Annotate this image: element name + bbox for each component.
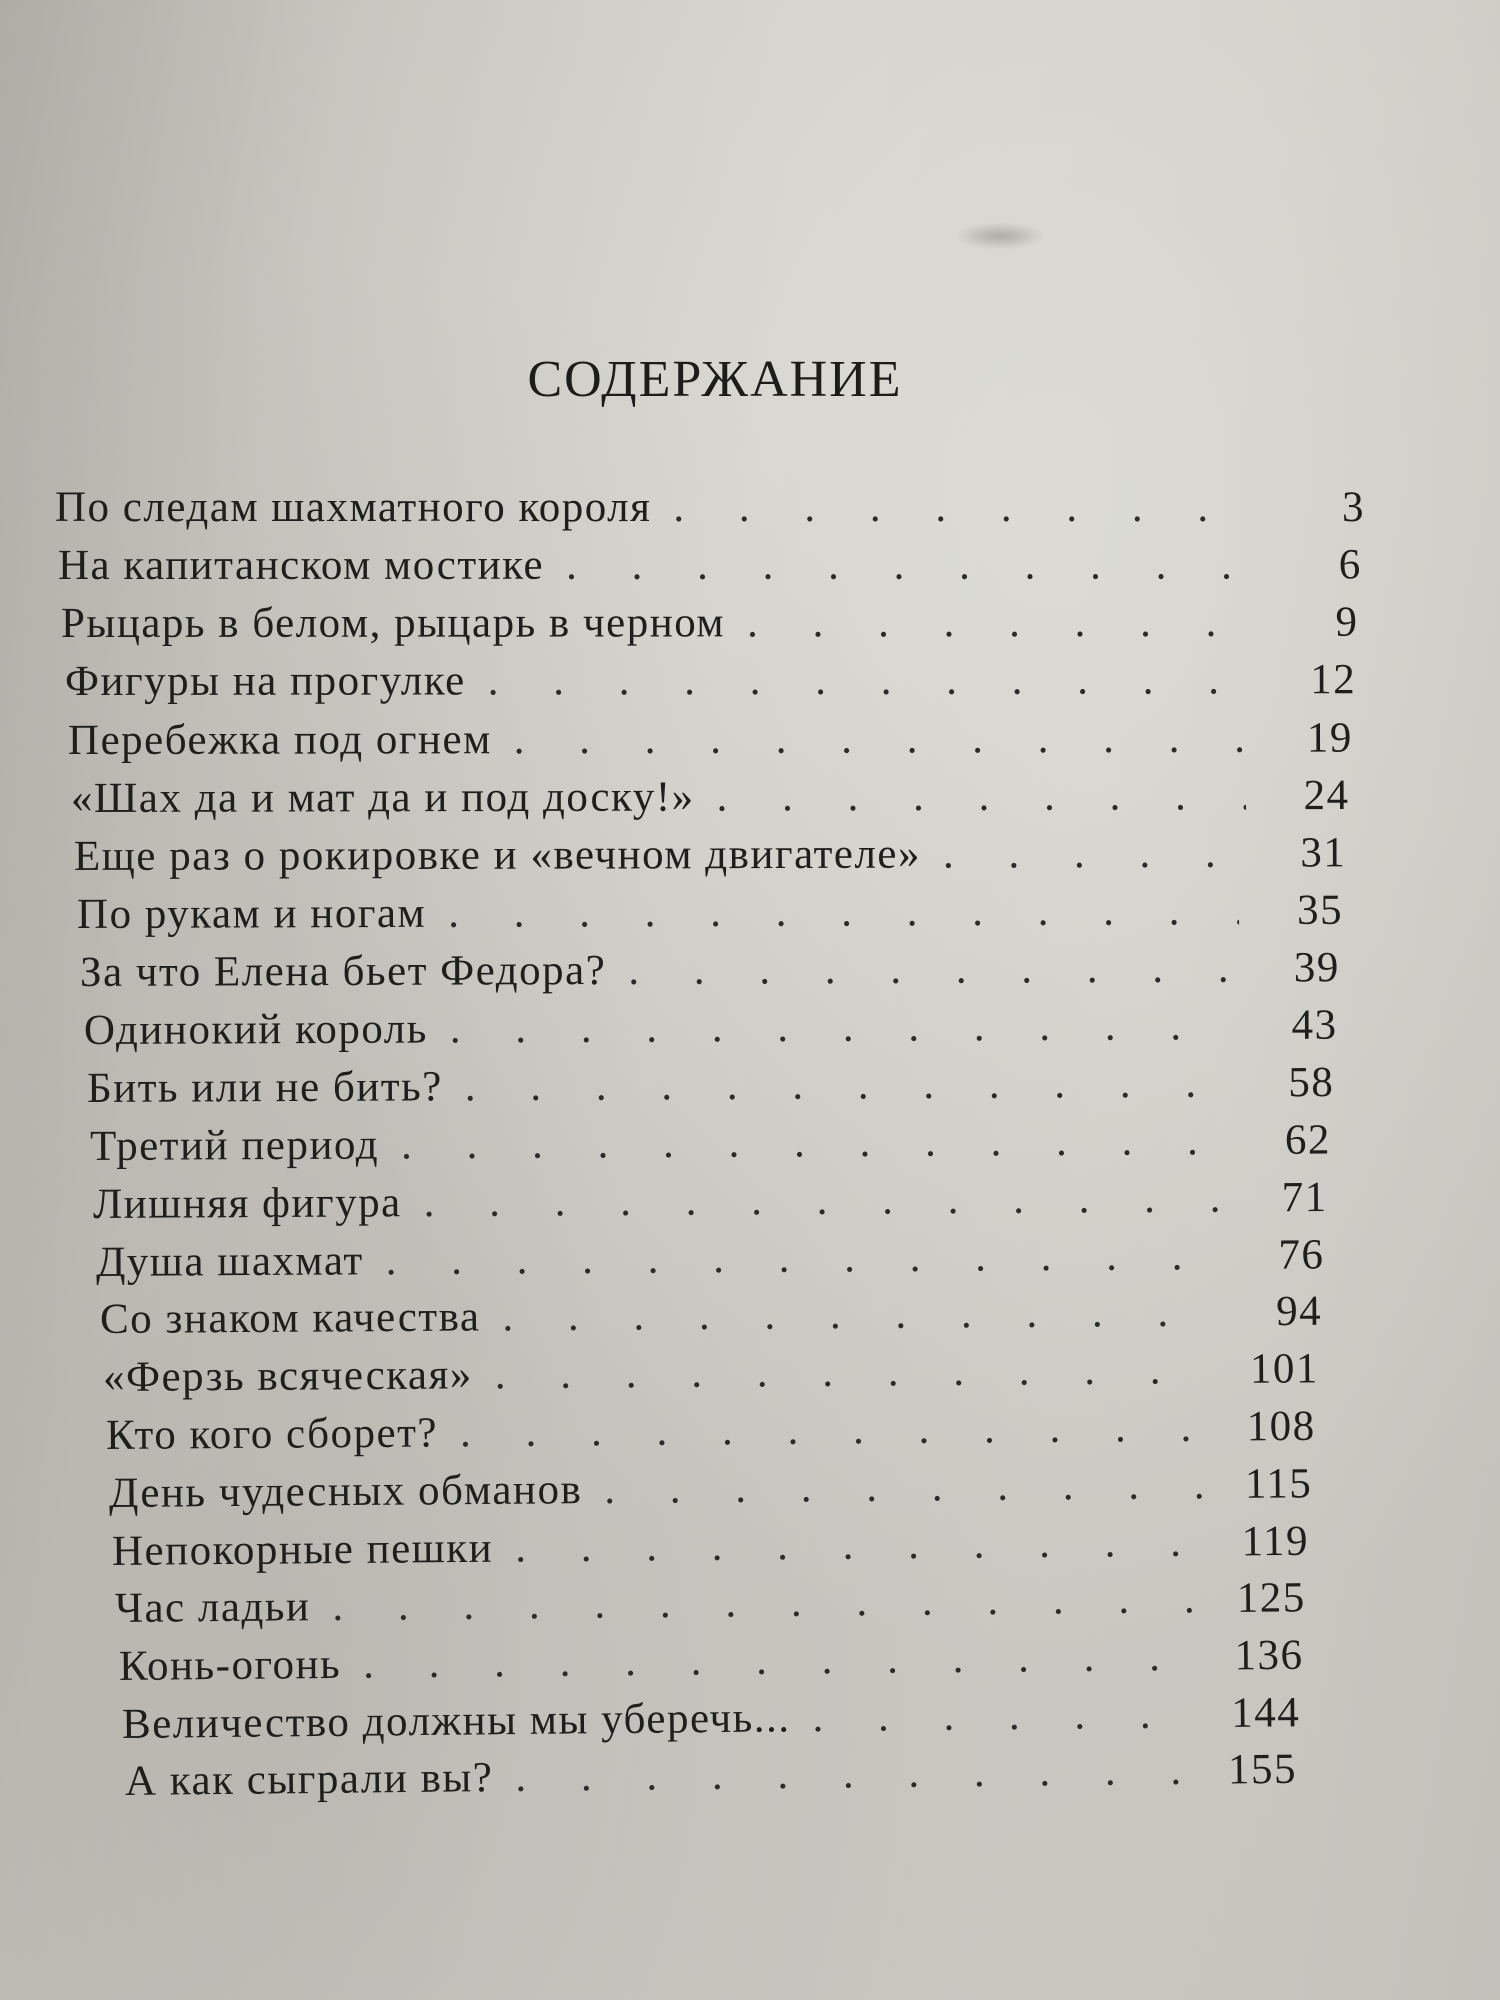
toc-entry <box>106 1402 1316 1460</box>
toc-entry-page-number: 94 <box>1275 1288 1322 1336</box>
dot-leader <box>363 1632 1200 1689</box>
toc-entry-page-number: 43 <box>1291 1001 1338 1049</box>
toc-entry-title: А как сыграли вы? <box>124 1754 494 1806</box>
toc-entry-title: «Шах да и мат да и под доску!» <box>70 773 695 822</box>
dot-leader <box>448 886 1239 938</box>
toc-entry-title: Еще раз о рокировке и «вечном двигателе» <box>74 830 922 880</box>
dot-leader <box>716 771 1245 821</box>
toc-entry-page-number: 24 <box>1303 771 1350 819</box>
dot-leader <box>386 1231 1221 1285</box>
toc-entry <box>112 1516 1309 1575</box>
dot-leader <box>502 1288 1218 1342</box>
toc-entry <box>93 1173 1328 1229</box>
toc-entry-title: По следам шахматного короля <box>55 484 652 531</box>
toc-entry-page-number: 71 <box>1281 1173 1329 1221</box>
toc-entry-page-number: 3 <box>1342 484 1365 531</box>
toc-entry <box>103 1345 1319 1403</box>
toc-entry-title: День чудесных обманов <box>108 1465 583 1517</box>
toc-entry-title: Фигуры на прогулке <box>64 657 466 706</box>
dot-leader <box>673 483 1261 532</box>
toc-entry <box>68 713 1353 764</box>
toc-entry-title: На капитанском мостике <box>58 541 545 590</box>
toc-entry-title: За что Елена бьет Федора? <box>80 946 607 996</box>
dot-leader <box>566 541 1258 590</box>
toc-entry-page-number: 19 <box>1306 714 1353 762</box>
toc-entry-page-number: 125 <box>1237 1574 1307 1623</box>
dot-leader <box>747 598 1254 647</box>
toc-entry-page-number: 35 <box>1297 886 1344 934</box>
toc-entry <box>87 1058 1334 1113</box>
toc-entry <box>58 541 1362 591</box>
toc-entry-title: Третий период <box>89 1121 380 1170</box>
toc-entry-title: По рукам и ногам <box>77 889 427 938</box>
toc-entry <box>64 656 1355 707</box>
dot-leader <box>513 713 1248 763</box>
toc-entry-title: Лишняя фигура <box>93 1178 403 1228</box>
toc-entry-page-number: 62 <box>1284 1116 1332 1164</box>
dot-leader <box>629 943 1237 994</box>
toc-entry <box>118 1631 1303 1691</box>
toc-entry-page-number: 6 <box>1338 541 1362 589</box>
toc-entry-title: Величество должны мы уберечь... <box>121 1694 791 1748</box>
page-title: СОДЕРЖАНИЕ <box>527 351 903 408</box>
dot-leader <box>449 1001 1233 1053</box>
toc-entry-title: Час ладьи <box>115 1583 312 1633</box>
dot-leader <box>812 1689 1196 1742</box>
dot-leader <box>515 1517 1205 1572</box>
toc-entry-page-number: 9 <box>1335 599 1359 647</box>
toc-entry-title: Конь-огонь <box>118 1640 342 1691</box>
toc-entry <box>77 886 1343 939</box>
dot-leader <box>515 1746 1193 1802</box>
toc-entry-page-number: 115 <box>1244 1460 1313 1508</box>
toc-entry-page-number: 136 <box>1233 1631 1304 1680</box>
toc-entry <box>55 483 1365 532</box>
dot-leader <box>487 656 1252 706</box>
toc-entry-title: Одинокий король <box>83 1005 428 1054</box>
toc-entry <box>84 1000 1338 1054</box>
dot-leader <box>460 1403 1212 1458</box>
toc-entry-title: Со знаком качества <box>99 1293 481 1344</box>
toc-entry <box>90 1115 1331 1170</box>
toc-entry-title: Кто кого сборет? <box>105 1409 439 1460</box>
dot-leader <box>401 1116 1227 1169</box>
toc-entry-page-number: 58 <box>1287 1058 1335 1107</box>
toc-entry-page-number: 31 <box>1300 829 1347 877</box>
toc-entry-title: Рыцарь в белом, рыцарь в черном <box>61 599 726 648</box>
toc-entry <box>115 1574 1306 1634</box>
toc-entry-page-number: 155 <box>1227 1746 1298 1794</box>
toc-entry-page-number: 144 <box>1230 1688 1301 1737</box>
toc-entry <box>96 1230 1325 1287</box>
toc-entry-page-number: 108 <box>1246 1402 1316 1451</box>
toc-entry <box>122 1688 1301 1749</box>
toc-entry <box>61 598 1358 648</box>
toc-entry-title: Душа шахмат <box>96 1236 365 1286</box>
toc-entry <box>71 771 1350 823</box>
toc-entry <box>125 1745 1297 1806</box>
toc-entry-page-number: 39 <box>1294 943 1341 992</box>
toc-entry-title: Бить или не бить? <box>86 1063 443 1112</box>
dot-leader <box>465 1058 1231 1111</box>
dot-leader <box>494 1345 1214 1399</box>
toc-entry <box>74 828 1346 881</box>
dot-leader <box>604 1460 1208 1514</box>
toc-entry-title: «Ферзь всяческая» <box>102 1351 473 1402</box>
toc-entry-page-number: 12 <box>1309 656 1356 704</box>
toc-entry-title: Непокорные пешки <box>112 1524 494 1575</box>
dot-leader <box>943 828 1243 878</box>
dot-leader <box>333 1574 1203 1631</box>
toc-entry-page-number: 119 <box>1241 1517 1310 1565</box>
toc-entry <box>80 943 1340 997</box>
toc-entry <box>99 1287 1321 1344</box>
toc-entry-title: Перебежка под огнем <box>67 715 492 764</box>
toc-entry <box>109 1459 1313 1518</box>
dot-leader <box>424 1173 1224 1227</box>
toc-entry-page-number: 76 <box>1278 1230 1325 1279</box>
toc-entry-page-number: 101 <box>1249 1345 1319 1394</box>
